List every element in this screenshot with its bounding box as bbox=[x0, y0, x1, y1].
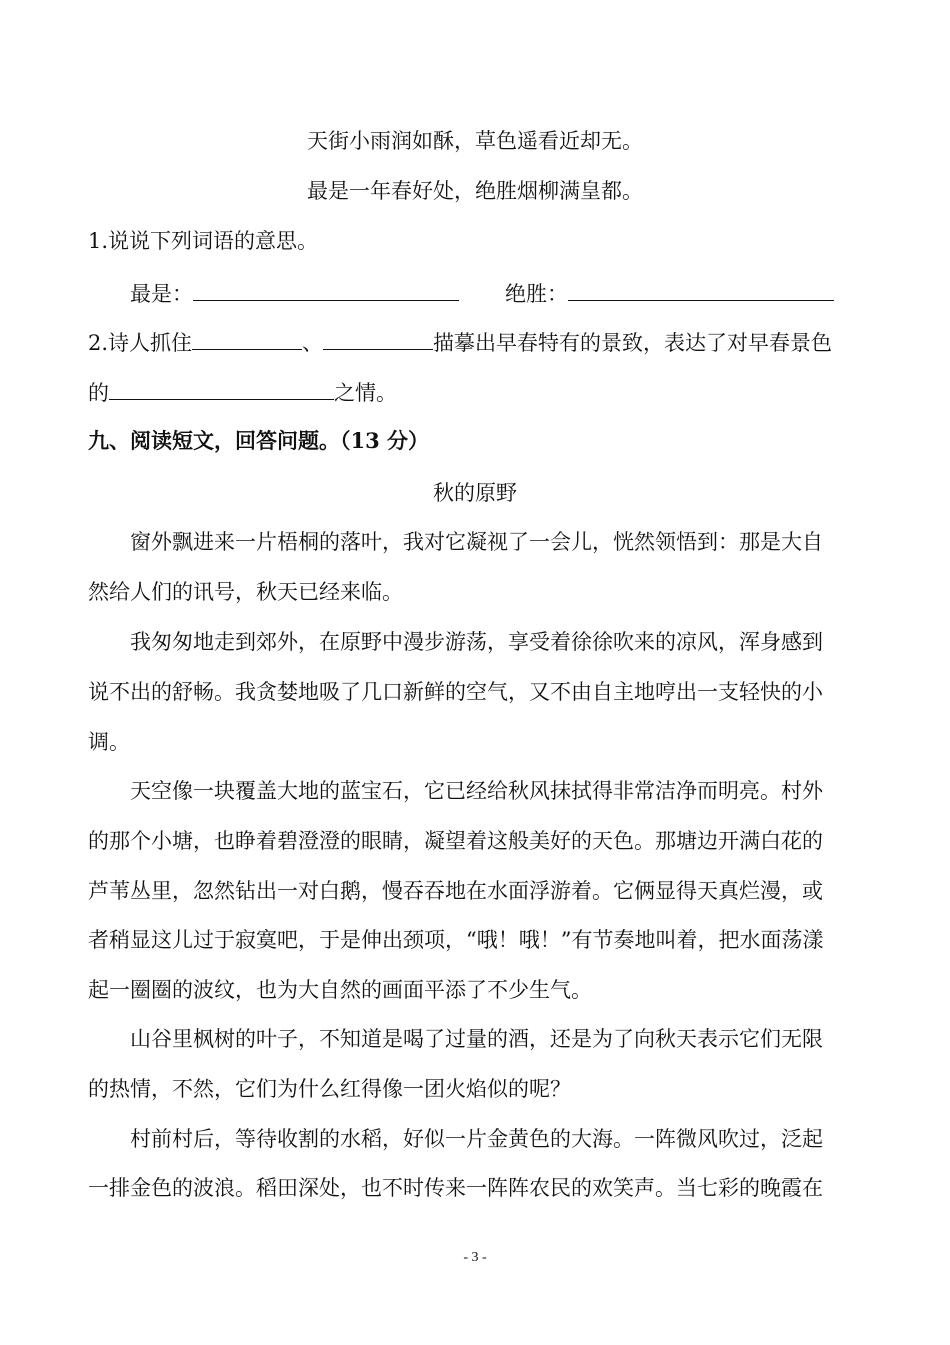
question-2-text-d: 之情。 bbox=[334, 381, 397, 405]
article-line: 起一圈圈的波纹，也为大自然的画面平添了不少生气。 bbox=[88, 978, 592, 1002]
page-number: - 3 - bbox=[463, 1250, 487, 1265]
article-line: 的那个小塘，也睁着碧澄澄的眼睛，凝望着这般美好的天色。那塘边开满白花的 bbox=[88, 829, 823, 853]
poem-line-2: 最是一年春好处，绝胜烟柳满皇都。 bbox=[307, 179, 643, 203]
article-line: 天空像一块覆盖大地的蓝宝石，它已经给秋风抹拭得非常洁净而明亮。村外 bbox=[130, 779, 823, 803]
answer-blank-zuishi[interactable] bbox=[193, 278, 459, 301]
article-line: 的热情，不然，它们为什么红得像一团火焰似的呢？ bbox=[88, 1077, 571, 1101]
answer-blank-q2-2[interactable] bbox=[323, 327, 433, 350]
article-line: 村前村后，等待收割的水稻，好似一片金黄色的大海。一阵微风吹过，泛起 bbox=[130, 1127, 823, 1151]
article-line: 调。 bbox=[88, 730, 130, 754]
section-9-heading: 九、阅读短文，回答问题。（13 分） bbox=[88, 428, 430, 453]
question-1-prompt: 1.说说下列词语的意思。 bbox=[88, 229, 319, 253]
article-line: 山谷里枫树的叶子，不知道是喝了过量的酒，还是为了向秋天表示它们无限 bbox=[130, 1027, 823, 1051]
article-line: 芦苇丛里，忽然钻出一对白鹅，慢吞吞地在水面浮游着。它俩显得天真烂漫，或 bbox=[88, 879, 823, 903]
answer-blank-q2-3[interactable] bbox=[109, 377, 334, 400]
question-2-separator: 、 bbox=[302, 331, 324, 355]
article-line: 者稍显这儿过于寂寞吧，于是伸出颈项，“哦！哦！”有节奏地叫着，把水面荡漾 bbox=[88, 928, 824, 952]
question-2-text-c: 的 bbox=[88, 381, 109, 405]
article-line: 然给人们的讯号，秋天已经来临。 bbox=[88, 580, 403, 604]
answer-blank-juesheng[interactable] bbox=[568, 278, 834, 301]
article-title: 秋的原野 bbox=[433, 481, 517, 505]
article-line: 我匆匆地走到郊外，在原野中漫步游荡，享受着徐徐吹来的凉风，浑身感到 bbox=[130, 630, 823, 654]
question-2-text-b: 描摹出早春特有的景致，表达了对早春景色 bbox=[433, 331, 833, 355]
answer-blank-q2-1[interactable] bbox=[192, 327, 302, 350]
term-juesheng-label: 绝胜： bbox=[505, 282, 568, 306]
term-zuishi-label: 最是： bbox=[130, 282, 193, 306]
poem-line-1: 天街小雨润如酥，草色遥看近却无。 bbox=[307, 129, 643, 153]
question-2-line-1 bbox=[88, 327, 868, 358]
article-line: 说不出的舒畅。我贪婪地吸了几口新鲜的空气，又不由自主地哼出一支轻快的小 bbox=[88, 680, 823, 704]
article-line: 窗外飘进来一片梧桐的落叶，我对它凝视了一会儿，恍然领悟到：那是大自 bbox=[130, 530, 823, 554]
question-2-text-a: 2.诗人抓住 bbox=[88, 331, 193, 355]
question-1-answers bbox=[130, 278, 910, 309]
article-line: 一排金色的波浪。稻田深处，也不时传来一阵阵农民的欢笑声。当七彩的晚霞在 bbox=[88, 1176, 823, 1200]
question-2-line-2 bbox=[88, 377, 868, 408]
